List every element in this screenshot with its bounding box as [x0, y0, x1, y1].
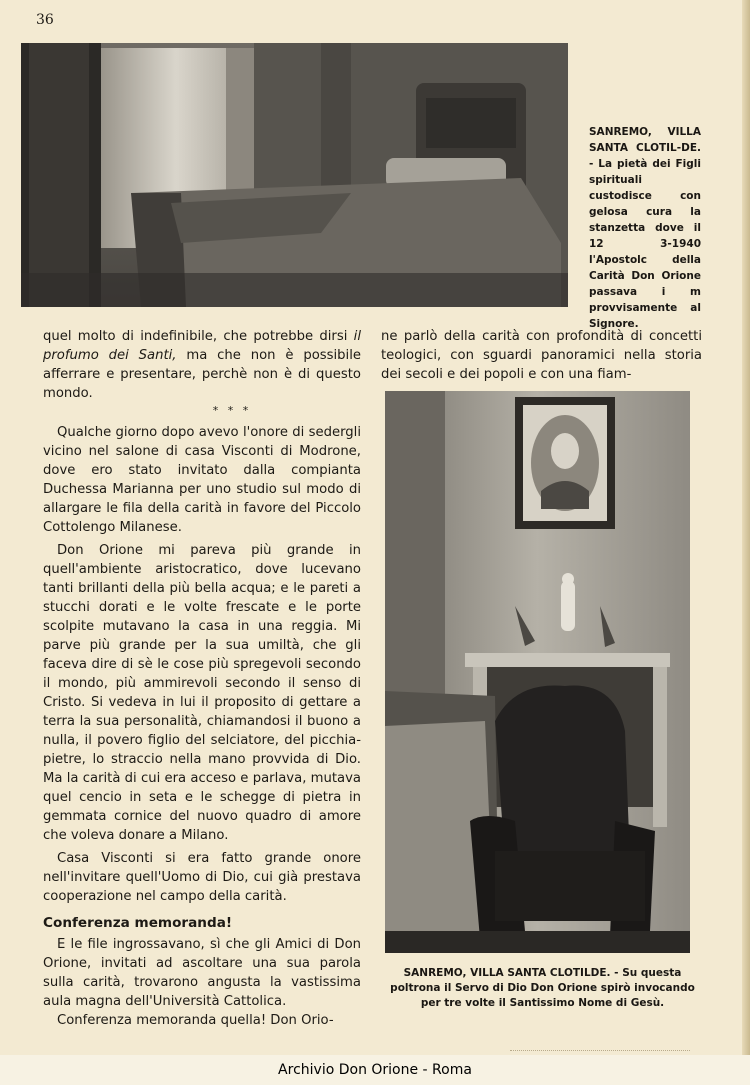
paragraph: Conferenza memoranda quella! Don Orio-: [57, 1013, 334, 1028]
photo-top-caption-text: - La pietà dei Figli spirituali custodisce con gelosa cura la stanzetta dove il 12 3-1940 l'Apostolc della Carità Don Orione passava i m provvisamente al Signore.: [589, 158, 701, 330]
section-heading: Conferenza memoranda!: [43, 915, 233, 931]
paragraph-text: quel molto di indefinibile, che potrebbe dirsi: [43, 329, 354, 344]
paragraph: Qualche giorno dopo avevo l'onore di sedergli vicino nel salone di casa Visconti di Modrone, dove ero stato invitato dalla compianta Duchessa Marianna per uno studio sul modo di allargare le fila della carità in favore del Piccolo Cottolengo Milanese.: [43, 425, 361, 535]
paragraph: [43, 327, 361, 403]
paragraph-text: ma che non è possibile afferrare e presentare, perchè non è di questo mondo.: [43, 348, 361, 401]
divider: [510, 1050, 690, 1051]
paragraph: Casa Visconti si era fatto grande onore nell'invitare quell'Uomo di Dio, cui già prestava cooperazione nel campo della carità.: [43, 851, 361, 904]
photo-bottom-caption-lead: SANREMO, VILLA SANTA CLOTILDE.: [403, 967, 611, 979]
section-separator: * * *: [212, 404, 252, 417]
photo-armchair: [385, 391, 690, 953]
photo-bedroom: [21, 43, 568, 307]
photo-bottom-caption-text: - Su questa poltrona il Servo di Dio Don Orione spirò invocando per tre volte il Santissimo Nome di Gesù.: [390, 967, 695, 1009]
photo-top-caption: [589, 124, 701, 332]
paragraph: Don Orione mi pareva più grande in quell'ambiente aristocratico, dove lucevano tanti brillanti della più bella acqua; e le pareti a stucchi dorati e le volte frescate e le porte scolpite mutavano la casa in una reggia. Mi parve più grande per la sua umiltà, che gli faceva dire di sè le cose più spregevoli secondo il mondo, più ammirevoli secondo il senso di Cristo. Si vedeva in lui il proposito di gettare a terra la sua personalità, chiamandosi il buono a nulla, il povero figlio del selciatore, del picchia-pietre, lo straccio nella mano provvida di Dio. Ma la carità di cui era acceso e parlava, mutava quel cencio in seta e le schegge di pietra in gemmata cornice del nuovo quadro di amore che voleva donare a Milano.: [43, 543, 361, 843]
page-edge: [742, 0, 750, 1085]
archive-footer: Archivio Don Orione - Roma: [0, 1055, 750, 1085]
text-column-right: [381, 327, 702, 384]
text-column-left: [43, 327, 361, 1030]
armchair-photo-image: [385, 391, 690, 953]
bedroom-photo-image: [21, 43, 568, 307]
paragraph: E le file ingrossavano, sì che gli Amici di Don Orione, invitati ad ascoltare una sua parola sulla carità, trovarono angusta la vastissima aula magna dell'Università Cattolica.: [43, 937, 361, 1009]
paragraph-emphasis: il profumo dei Santi,: [43, 329, 361, 363]
page-number: 36: [36, 12, 54, 28]
paragraph: ne parlò della carità con profondità di concetti teologici, con sguardi panoramici nella storia dei secoli e dei popoli e con una fiam-: [381, 329, 702, 382]
photo-top-caption-lead: SANREMO, VILLA SANTA CLOTIL-DE.: [589, 126, 701, 154]
photo-bottom-caption: [381, 966, 704, 1011]
